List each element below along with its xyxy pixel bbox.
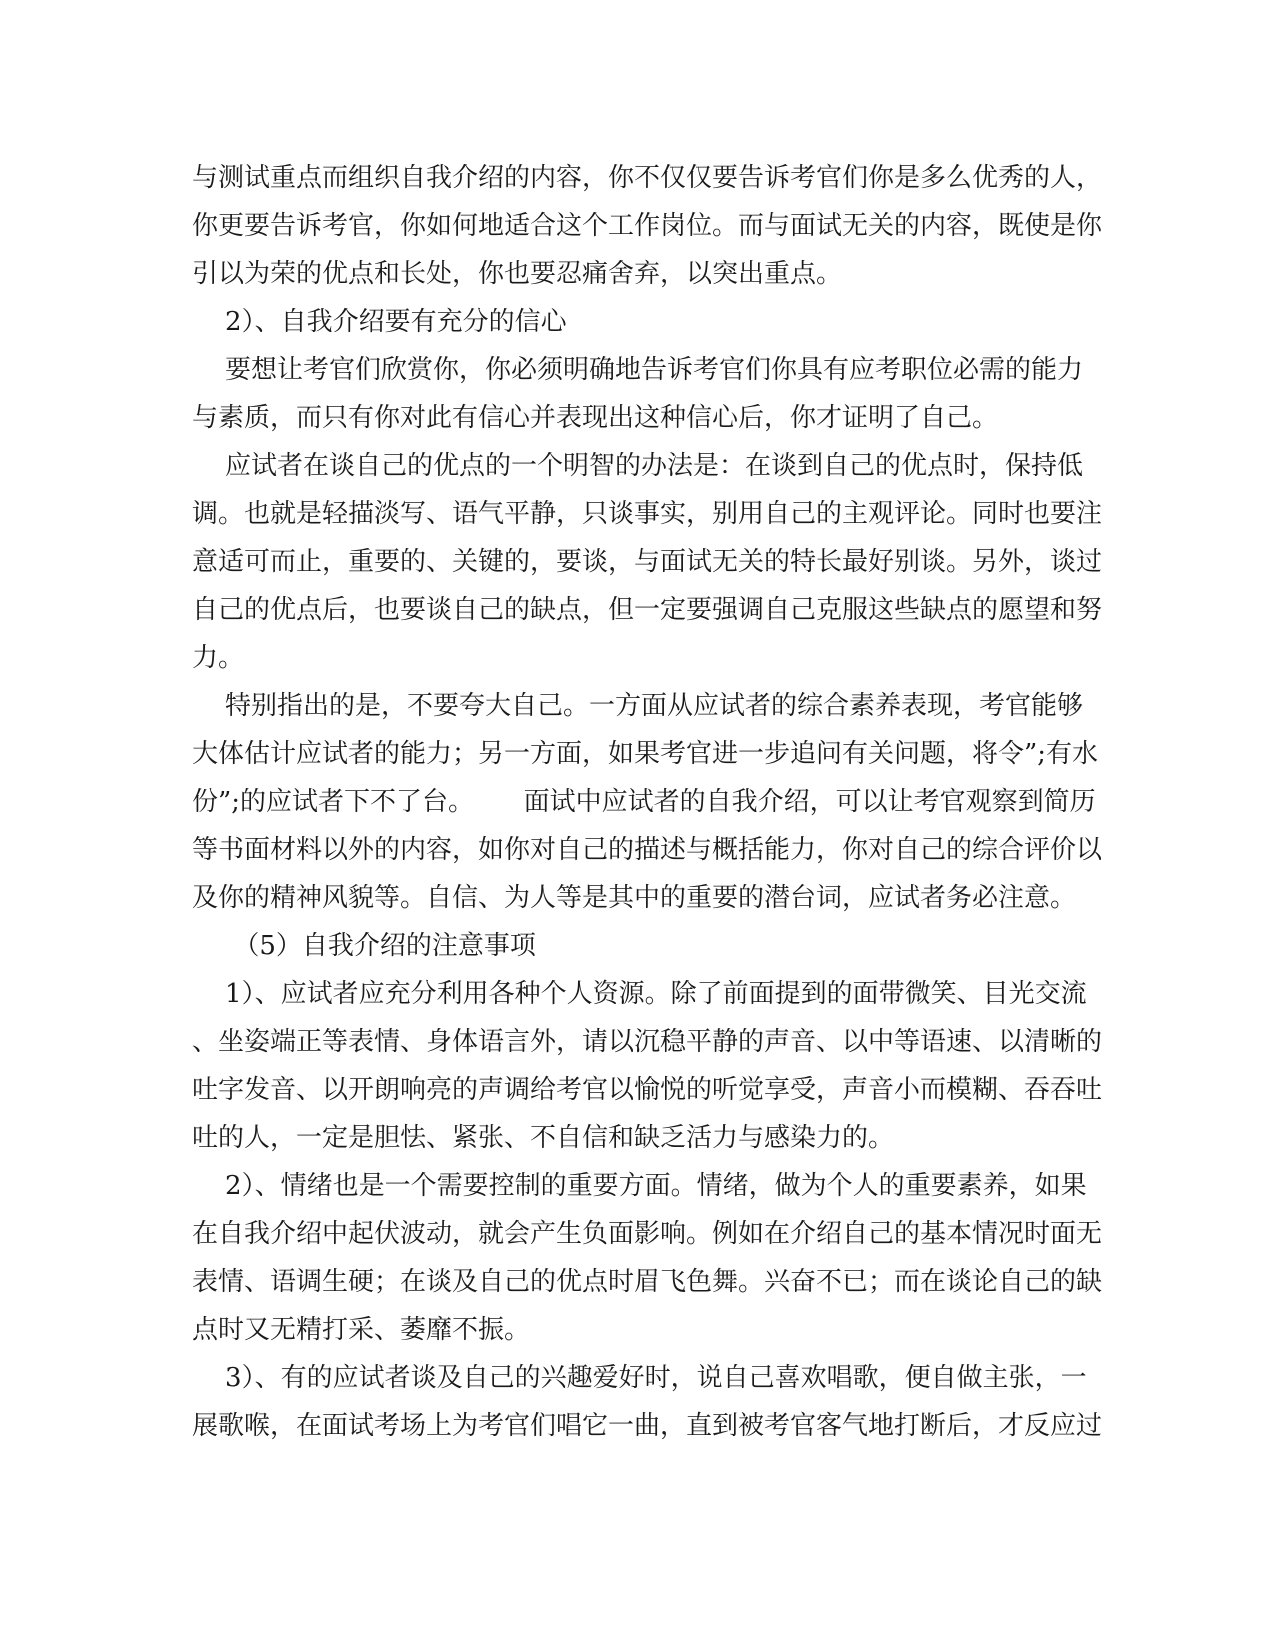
section-heading: 2）、自我介绍要有充分的信心 — [192, 307, 567, 337]
text-line: 展歌喉，在面试考场上为考官们唱它一曲，直到被考官客气地打断后，才反应过 — [192, 1411, 1103, 1441]
text-line: 自己的优点后，也要谈自己的缺点，但一定要强调自己克服这些缺点的愿望和努 — [192, 595, 1103, 625]
text-line: 引以为荣的优点和长处，你也要忍痛舍弃，以突出重点。 — [192, 259, 843, 289]
text-line: 表情、语调生硬；在谈及自己的优点时眉飞色舞。兴奋不已；而在谈论自己的缺 — [192, 1267, 1103, 1297]
text-line: 份”;的应试者下不了台。 面试中应试者的自我介绍，可以让考官观察到简历 — [192, 787, 1096, 817]
text-line: 、坐姿端正等表情、身体语言外，请以沉稳平静的声音、以中等语速、以清晰的 — [192, 1027, 1103, 1057]
text-line: 在自我介绍中起伏波动，就会产生负面影响。例如在介绍自己的基本情况时面无 — [192, 1219, 1103, 1249]
text-line: 1）、应试者应充分利用各种个人资源。除了前面提到的面带微笑、目光交流 — [192, 979, 1087, 1009]
text-line: 吐字发音、以开朗响亮的声调给考官以愉悦的听觉享受，声音小而模糊、吞吞吐 — [192, 1075, 1103, 1105]
text-line: 等书面材料以外的内容，如你对自己的描述与概括能力，你对自己的综合评价以 — [192, 835, 1103, 865]
section-heading: （5）自我介绍的注意事项 — [192, 931, 536, 961]
text-line: 应试者在谈自己的优点的一个明智的办法是：在谈到自己的优点时，保持低 — [192, 451, 1084, 481]
text-line: 与素质，而只有你对此有信心并表现出这种信心后，你才证明了自己。 — [192, 403, 999, 433]
text-line: 大体估计应试者的能力；另一方面，如果考官进一步追问有关问题，将令”;有水 — [192, 739, 1099, 769]
text-line: 调。也就是轻描淡写、语气平静，只谈事实，别用自己的主观评论。同时也要注 — [192, 499, 1103, 529]
text-line: 2）、情绪也是一个需要控制的重要方面。情绪，做为个人的重要素养，如果 — [192, 1171, 1087, 1201]
document-body — [192, 154, 1103, 1450]
text-line: 力。 — [192, 643, 245, 673]
text-line: 吐的人，一定是胆怯、紧张、不自信和缺乏活力与感染力的。 — [192, 1123, 895, 1153]
text-line: 特别指出的是，不要夸大自己。一方面从应试者的综合素养表现，考官能够 — [192, 691, 1084, 721]
text-line: 3）、有的应试者谈及自己的兴趣爱好时，说自己喜欢唱歌，便自做主张，一 — [192, 1363, 1087, 1393]
text-line: 及你的精神风貌等。自信、为人等是其中的重要的潜台词，应试者务必注意。 — [192, 883, 1077, 913]
text-line: 点时又无精打采、萎靡不振。 — [192, 1315, 531, 1345]
text-line: 意适可而止，重要的、关键的，要谈，与面试无关的特长最好别谈。另外，谈过 — [192, 547, 1103, 577]
text-line: 要想让考官们欣赏你，你必须明确地告诉考官们你具有应考职位必需的能力 — [192, 355, 1084, 385]
text-line: 与测试重点而组织自我介绍的内容，你不仅仅要告诉考官们你是多么优秀的人， — [192, 163, 1103, 193]
text-line: 你更要告诉考官，你如何地适合这个工作岗位。而与面试无关的内容，既使是你 — [192, 211, 1103, 241]
